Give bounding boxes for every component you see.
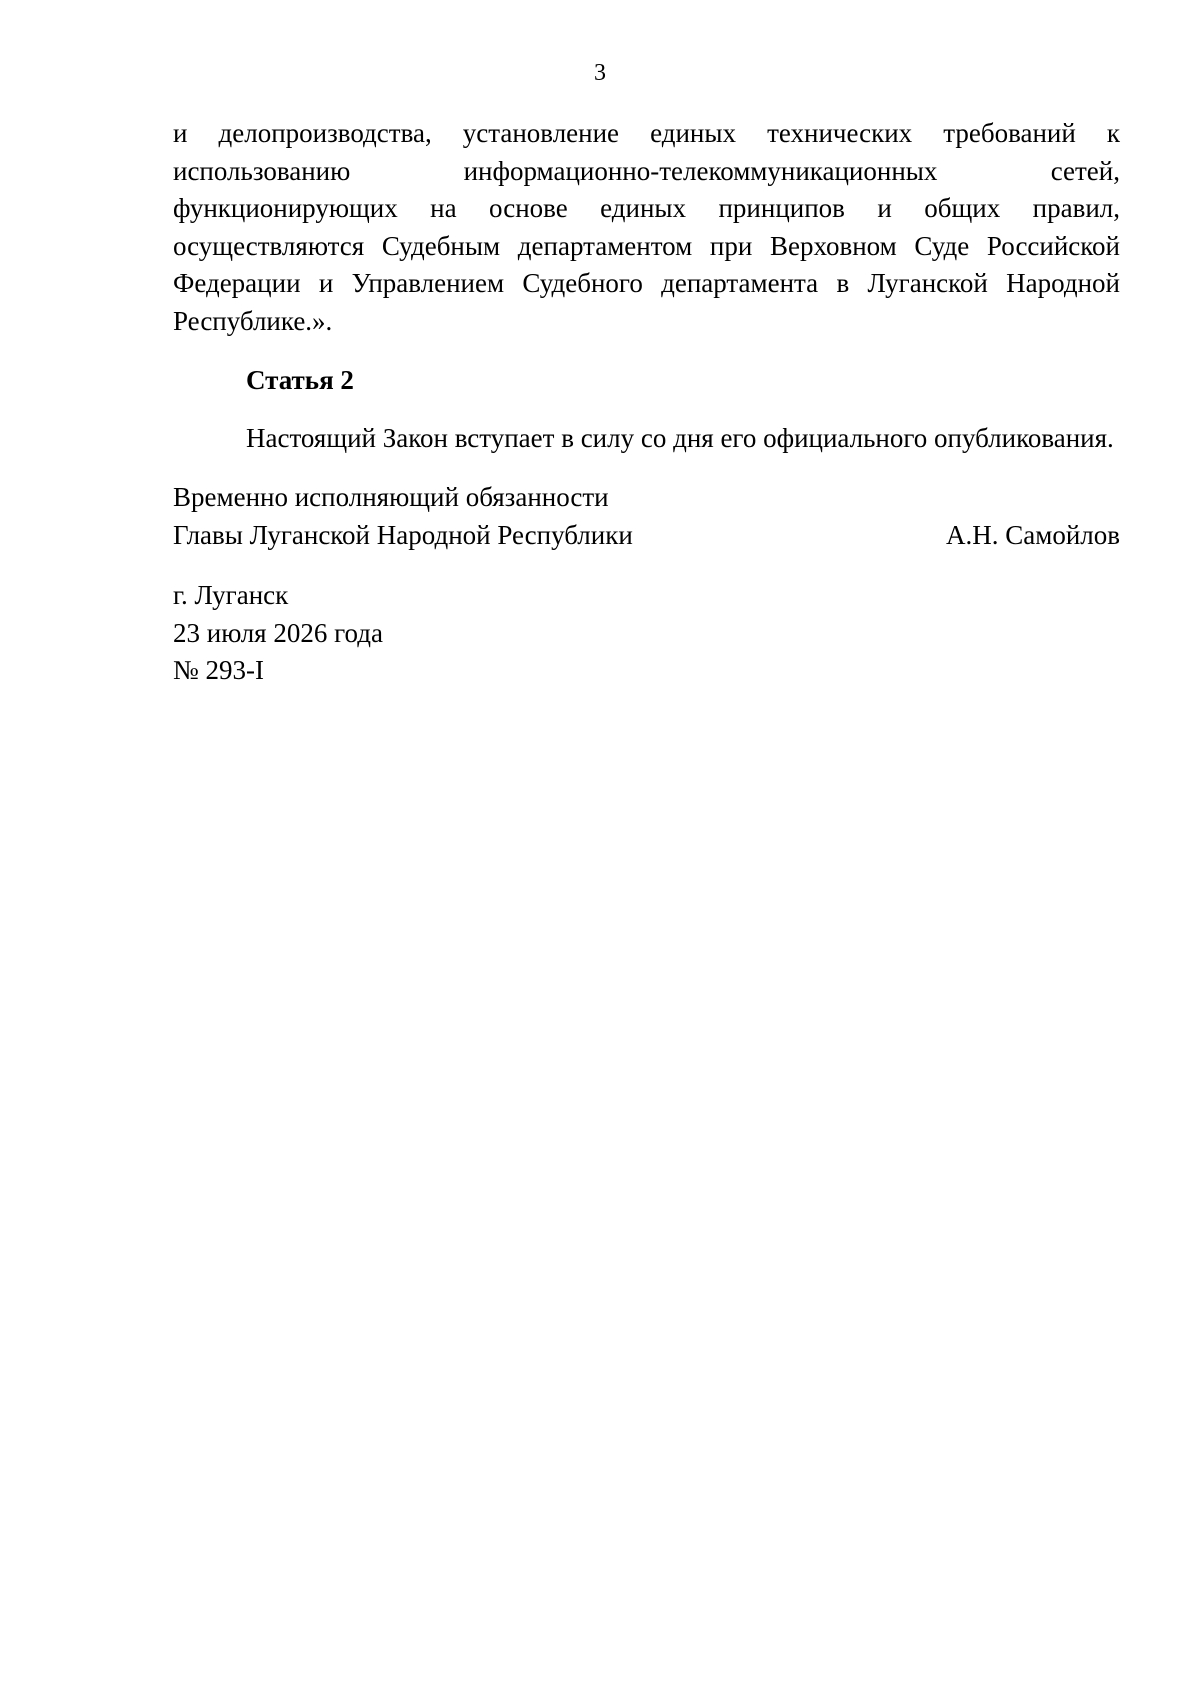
law-number: № 293-I (173, 655, 264, 685)
city: г. Луганск (173, 580, 289, 610)
article-heading: Статья 2 (246, 365, 354, 395)
signatory-line (173, 517, 1120, 555)
signatory-title-line2: Главы Луганской Народной Республики (173, 519, 633, 550)
article-text: Настоящий Закон вступает в силу со дня его официального опубликования. (246, 422, 1114, 453)
signature-block (173, 479, 1120, 554)
place-date-block (173, 577, 1120, 690)
signatory-name: А.Н. Самойлов (946, 519, 1120, 550)
document-body (173, 115, 1120, 690)
law-date: 23 июля 2026 года (173, 617, 383, 648)
signatory-title-line1: Временно исполняющий обязанности (173, 482, 609, 512)
page-number: 3 (594, 60, 606, 86)
continuation-paragraph: и делопроизводства, установление единых технических требований к использованию информационно-телекоммуникационных сетей, функционирующих на основе единых принципов и общих правил, осуществляются Судебным департаментом при Верховном Суде Российской Федерации и Управлением Судебного департамента в Луганской Народной Республике.». (173, 118, 1120, 336)
